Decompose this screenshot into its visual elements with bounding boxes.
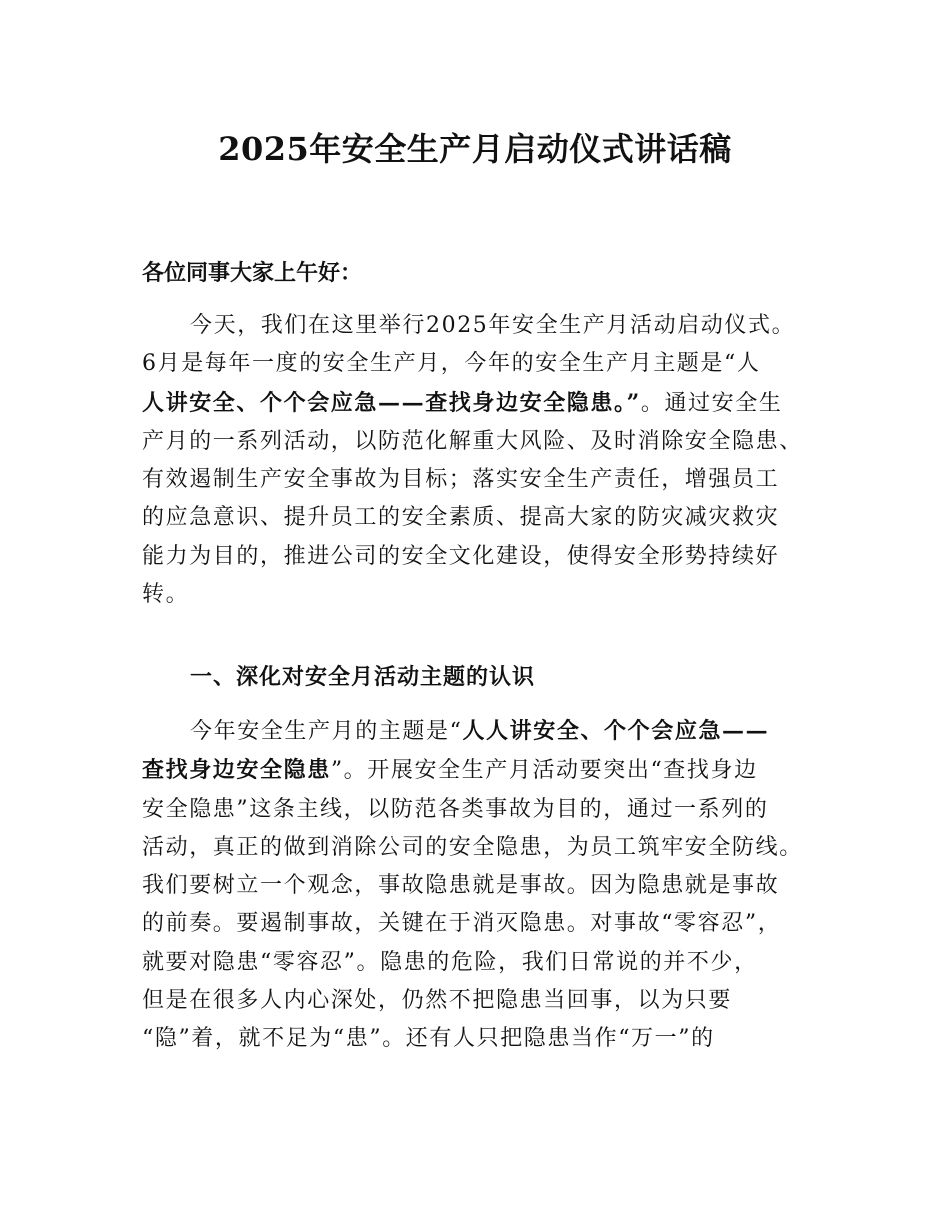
- document-title: 2025年安全生产月启动仪式讲话稿: [218, 130, 732, 168]
- paragraph-line: 产月的一系列活动，以防范化解重大风险、及时消除安全隐患、: [142, 428, 803, 454]
- paragraph-line: [142, 384, 832, 423]
- salutation: 各位同事大家上午好：: [142, 260, 363, 286]
- section1-paragraph: [142, 712, 832, 1059]
- intro-paragraph: [142, 307, 832, 614]
- theme-bold-text: 人人讲安全、个个会应急——: [462, 718, 770, 744]
- section-heading: 一、深化对安全月活动主题的认识: [190, 664, 536, 690]
- paragraph-line: 就要对隐患“零容忍”。隐患的危险，我们日常说的并不少，: [142, 949, 758, 975]
- paragraph-line: 我们要树立一个观念，事故隐患就是事故。因为隐患就是事故: [142, 873, 780, 899]
- paragraph-line: 但是在很多人内心深处，仍然不把隐患当回事，以为只要: [142, 988, 733, 1014]
- line-text: ”。开展安全生产月活动要突出“查找身边: [330, 758, 758, 784]
- line-text: 今年安全生产月的主题是“: [190, 719, 463, 744]
- paragraph-line: 能力为目的，推进公司的安全文化建设，使得安全形势持续好: [142, 543, 780, 569]
- paragraph-line: 6月是每年一度的安全生产月，今年的安全生产月主题是“人: [142, 351, 761, 377]
- paragraph-line: 有效遏制生产安全事故为目标；落实安全生产责任，增强员工: [142, 467, 780, 493]
- paragraph-line: 活动，真正的做到消除公司的安全隐患，为员工筑牢安全防线。: [142, 834, 803, 860]
- theme-bold-text: 查找身边安全隐患: [142, 757, 331, 784]
- paragraph-line: [142, 751, 832, 790]
- paragraph-line: 今天，我们在这里举行2025年安全生产月活动启动仪式。: [190, 313, 796, 338]
- paragraph-line: “隐”着，就不足为“患”。还有人只把隐患当作“万一”的: [142, 1026, 715, 1052]
- line-text: 。通过安全生: [640, 390, 783, 416]
- paragraph-line: 安全隐患”这条主线，以防范各类事故为目的，通过一系列的: [142, 796, 769, 822]
- paragraph-line: 转。: [142, 582, 190, 608]
- paragraph-line: [142, 712, 832, 751]
- paragraph-line: 的应急意识、提升员工的安全素质、提高大家的防灾减灾救灾: [142, 505, 780, 531]
- theme-bold-text: 人讲安全、个个会应急——查找身边安全隐患。”: [142, 389, 641, 416]
- paragraph-line: 的前奏。要遏制事故，关键在于消灭隐患。对事故“零容忍”，: [142, 911, 782, 937]
